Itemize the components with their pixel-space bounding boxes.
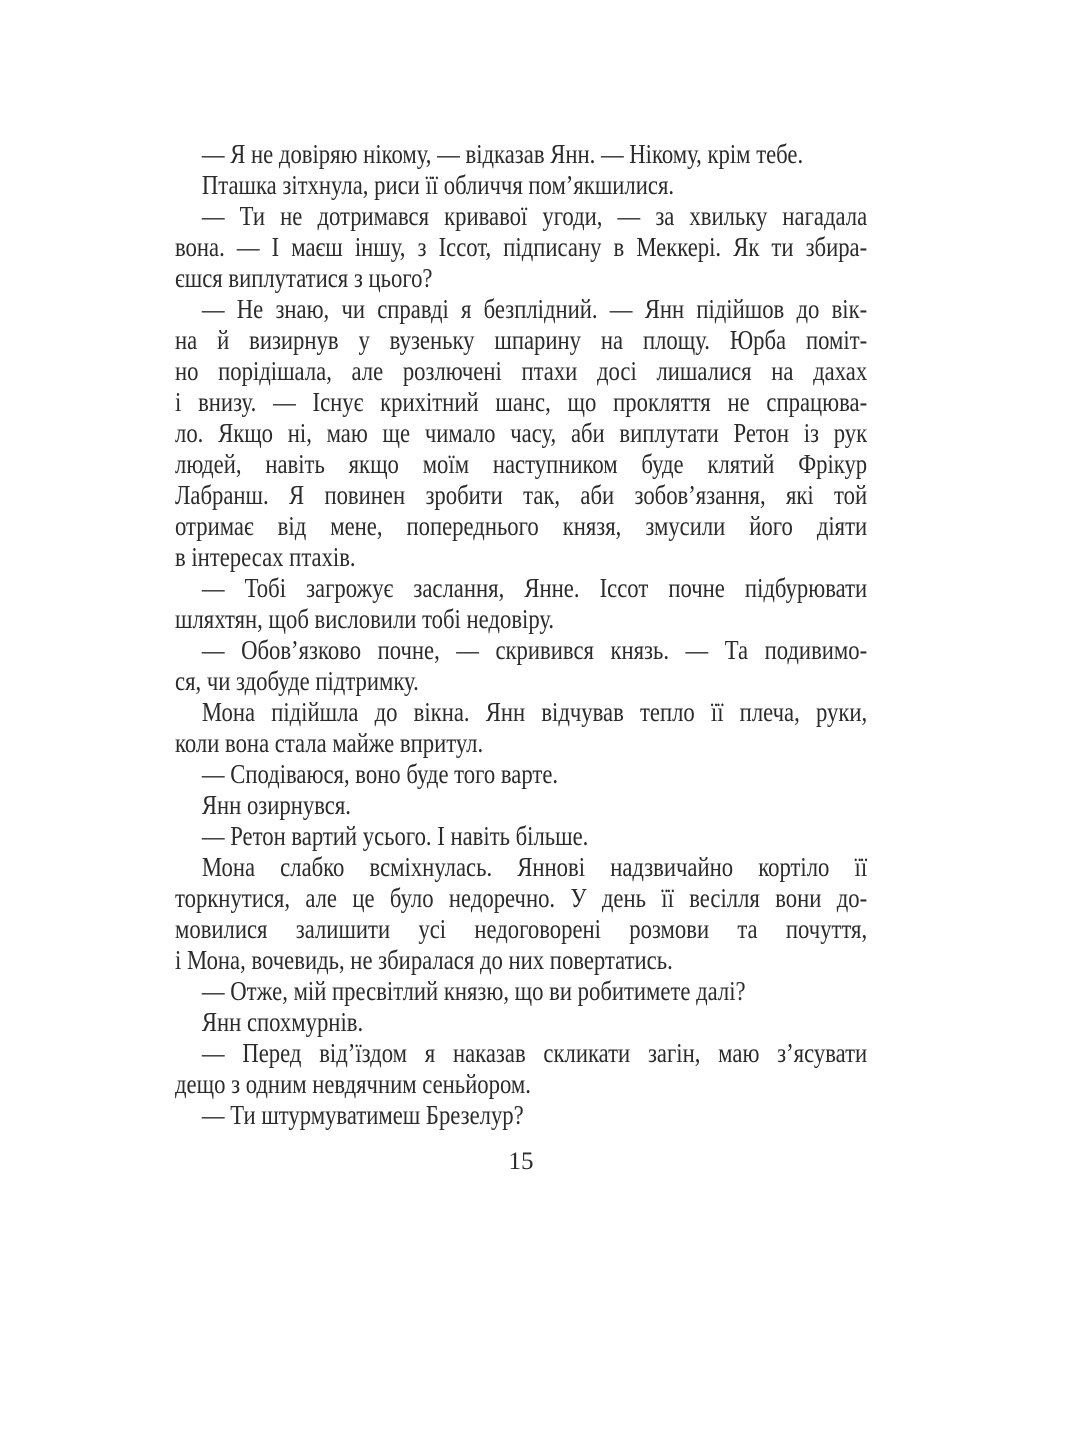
text-line: — Ретон вартий усього. І навіть більше. bbox=[201, 821, 589, 851]
text-line: вона. — І маєш іншу, з Іссот, підписану в Меккері. Як ти збира- bbox=[175, 232, 868, 262]
text-line: і Мона, вочевидь, не збиралася до них повертатись. bbox=[175, 945, 673, 975]
text-line: ся, чи здобуде підтримку. bbox=[175, 666, 419, 696]
text-line: — Ти штурмуватимеш Брезелур? bbox=[201, 1100, 524, 1130]
text-line: торкнутися, але це було недоречно. У день її весілля вони до- bbox=[175, 883, 868, 913]
text-line: і внизу. — Існує крихітний шанс, що прокляття не спрацюва- bbox=[175, 387, 868, 417]
text-line: мовилися залишити усі недоговорені розмови та почуття, bbox=[175, 914, 868, 944]
text-line: — Сподіваюся, воно буде того варте. bbox=[201, 759, 559, 789]
page-number: 15 bbox=[508, 1148, 534, 1175]
text-line: шляхтян, щоб висловили тобі недовіру. bbox=[175, 604, 555, 634]
text-line: отримає від мене, попереднього князя, змусили його діяти bbox=[175, 511, 868, 541]
text-line: Янн спохмурнів. bbox=[201, 1007, 364, 1037]
text-line: на й визирнув у вузеньку шпарину на площу. Юрба поміт- bbox=[175, 325, 868, 355]
text-line: — Обов’язково почне, — скривився князь. — Та подивимо- bbox=[201, 635, 868, 665]
text-line: Янн озирнувся. bbox=[201, 790, 351, 820]
text-block bbox=[175, 139, 867, 1131]
text-line: — Я не довіряю нікому, — відказав Янн. — Нікому, крім тебе. bbox=[201, 139, 804, 169]
text-line: Мона підійшла до вікна. Янн відчував тепло її плеча, руки, bbox=[201, 697, 868, 727]
text-line: — Перед від’їздом я наказав скликати загін, маю з’ясувати bbox=[201, 1038, 868, 1068]
text-line: дещо з одним невдячним сеньйором. bbox=[175, 1069, 531, 1099]
text-line: людей, навіть якщо моїм наступником буде клятий Фрікур bbox=[175, 449, 868, 479]
text-line: — Не знаю, чи справді я безплідний. — Янн підійшов до вік- bbox=[201, 294, 868, 324]
text-line: коли вона стала майже впритул. bbox=[175, 728, 484, 758]
text-line: в інтересах птахів. bbox=[175, 542, 356, 572]
text-line: но порідішала, але розлючені птахи досі лишалися на дахах bbox=[175, 356, 868, 386]
text-line: ло. Якщо ні, маю ще чимало часу, аби виплутати Ретон із рук bbox=[175, 418, 868, 448]
text-line: Мона слабко всміхнулась. Яннові надзвичайно кортіло її bbox=[201, 852, 868, 882]
text-line: єшся виплутатися з цього? bbox=[175, 263, 433, 293]
text-line: — Ти не дотримався кривавої угоди, — за хвильку нагадала bbox=[201, 201, 868, 231]
text-line: Пташка зітхнула, риси її обличчя пом’якшилися. bbox=[201, 170, 675, 200]
text-line: — Отже, мій пресвітлий князю, що ви робитимете далі? bbox=[201, 976, 746, 1006]
text-line: — Тобі загрожує заслання, Янне. Іссот почне підбурювати bbox=[201, 573, 868, 603]
text-line: Лабранш. Я повинен зробити так, аби зобов’язання, які той bbox=[175, 480, 868, 510]
